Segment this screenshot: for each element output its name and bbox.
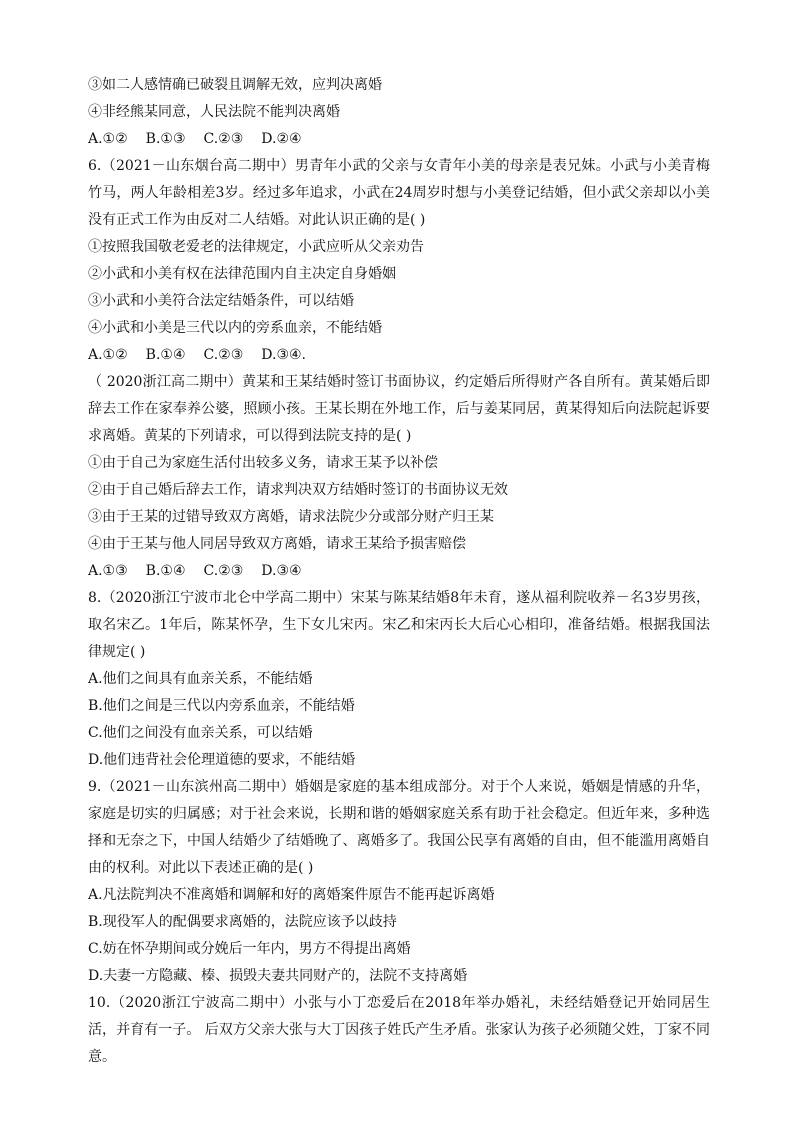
answer-option: C.②③ — [203, 563, 244, 579]
answer-options — [88, 558, 710, 585]
question-stem: 6.（2021－山东烟台高二期中）男青年小武的父亲与女青年小美的母亲是表兄妹。小武与小美青梅竹马，两人年龄相差3岁。经过多年追求，小武在24周岁时想与小美登记结婚，但小武父亲却以小美没有正式工作为由反对二人结婚。对此认识正确的是( ) — [88, 158, 710, 228]
text-line: ④非经熊某同意，人民法院不能判决离婚 — [88, 104, 340, 120]
text-line: C.妨在怀孕期间或分娩后一年内，男方不得提出离婚 — [88, 941, 411, 957]
answer-option: D.②④ — [261, 131, 302, 147]
answer-options — [88, 126, 710, 153]
answer-option: B.①③ — [145, 131, 186, 147]
answer-option: D.③④ — [261, 563, 302, 579]
question-stem: 8.（2020浙江宁波市北仑中学高二期中）宋某与陈某结婚8年未育，遂从福利院收养－名3岁男孩，取名宋乙。1年后，陈某怀孕，生下女儿宋丙。宋乙和宋丙长大后心心相印，准备结婚。根据我国法律规定( ) — [88, 590, 710, 660]
answer-option: C.②③ — [203, 347, 244, 363]
answer-options — [88, 342, 710, 369]
text-line: ④小武和小美是三代以内的旁系血亲，不能结婚 — [88, 320, 382, 336]
text-line: ①由于自己为家庭生活付出较多义务，请求王某予以补偿 — [88, 455, 438, 471]
text-line: D.夫妻一方隐藏、榛、损毁夫妻共同财产的，法院不支持离婚 — [88, 968, 468, 984]
answer-option: A.①③ — [88, 563, 128, 579]
text-line: ②小武和小美有权在法律范围内自主决定自身婚姻 — [88, 266, 396, 282]
answer-option: B.①④ — [145, 347, 186, 363]
answer-option: A.①② — [88, 131, 128, 147]
document-page — [88, 72, 710, 1071]
text-line: B.他们之间是三代以内旁系血亲，不能结婚 — [88, 698, 355, 714]
text-line: ②由于自己婚后辞去工作，请求判决双方结婚时签订的书面协议无效 — [88, 482, 508, 498]
answer-option: C.②③ — [203, 131, 244, 147]
text-line: ③由于王某的过错导致双方离婚，请求法院少分或部分财产归王某 — [88, 509, 494, 525]
text-line: D.他们违背社会伦理道德的要求，不能结婚 — [88, 752, 356, 768]
text-line: A.他们之间具有血亲关系，不能结婚 — [88, 671, 313, 687]
answer-option: A.①② — [88, 347, 128, 363]
text-line: ①按照我国敬老爱老的法律规定，小武应听从父亲劝告 — [88, 239, 424, 255]
text-line: ③如二人感情确已破裂且调解无效，应判决离婚 — [88, 77, 382, 93]
text-line: A.凡法院判决不准离婚和调解和好的离婚案件原告不能再起诉离婚 — [88, 887, 495, 903]
question-stem: 10.（2020浙江宁波高二期中）小张与小丁恋爱后在2018年举办婚礼，未经结婚登记开始同居生活，并育有一子。 后双方父亲大张与大丁因孩子姓氏产生矛盾。张家认为孩子必须随父姓，丁家不同意。 — [88, 995, 710, 1065]
question-stem: （ 2020浙江高二期中）黄某和王某结婚时签订书面协议，约定婚后所得财产各自所有。黄某婚后即辞去工作在家奉养公婆，照顾小孩。王某长期在外地工作，后与姜某同居，黄某得知后向法院起诉要求离婚。黄某的下列请求，可以得到法院支持的是( ) — [88, 374, 710, 444]
answer-option: B.①④ — [145, 563, 186, 579]
text-line: C.他们之间没有血亲关系，可以结婚 — [88, 725, 313, 741]
question-stem: 9.（2021－山东滨州高二期中）婚姻是家庭的基本组成部分。对于个人来说，婚姻是情感的升华，家庭是切实的归属感；对于社会来说，长期和谐的婚姻家庭关系有助于社会稳定。但近年来，多种选择和无奈之下，中国人结婚少了结婚晚了、离婚多了。我国公民享有离婚的自由，但不能滥用离婚自由的权利。对此以下表述正确的是( ) — [88, 779, 710, 876]
text-line: ③小武和小美符合法定结婚条件，可以结婚 — [88, 293, 354, 309]
answer-option: D.③④. — [261, 347, 307, 363]
text-line: ④由于王某与他人同居导致双方离婚，请求王某给予损害赔偿 — [88, 536, 466, 552]
text-line: B.现役军人的配偶要求离婚的，法院应该予以歧持 — [88, 914, 397, 930]
